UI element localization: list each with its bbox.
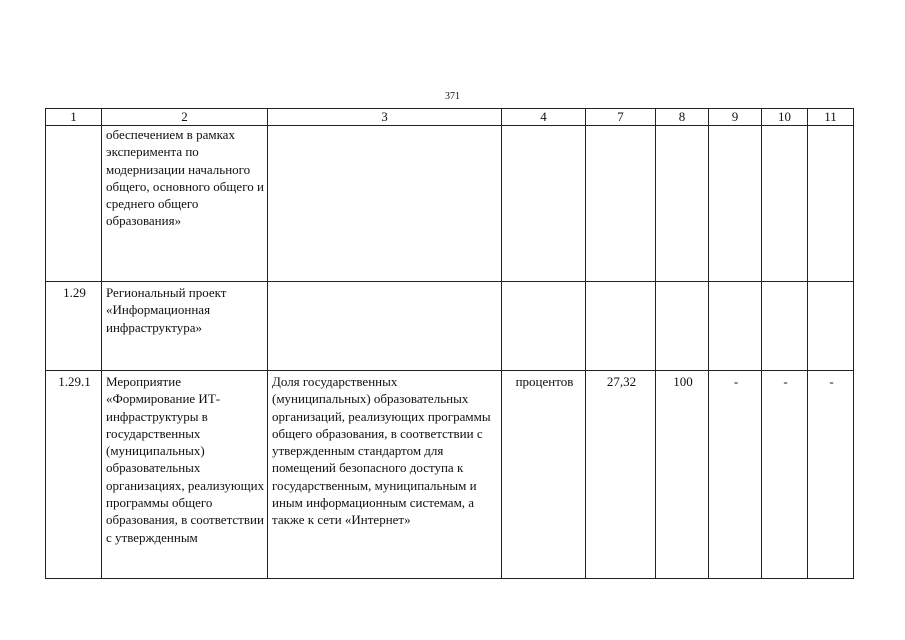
column-header: 9 (709, 109, 762, 126)
table-header-row (46, 109, 854, 126)
row-unit (502, 282, 586, 371)
row-number: 1.29 (46, 282, 102, 371)
row-indicator: Доля государственных (муниципальных) образовательных организаций, реализующих программы общего образования, в соответствии с утвержденным стандартом для помещений безопасного доступа к государственным, муниципальным и иным информационным системам, а также к сети «Интернет» (268, 371, 502, 579)
row-indicator (268, 282, 502, 371)
column-header: 7 (586, 109, 656, 126)
column-header: 4 (502, 109, 586, 126)
row-value-7 (586, 282, 656, 371)
column-header: 1 (46, 109, 102, 126)
row-value-11 (808, 126, 854, 282)
row-name: обеспечением в рамках эксперимента по модернизации начального общего, основного общего и среднего общего образования» (102, 126, 268, 282)
row-value-8: 100 (656, 371, 709, 579)
column-header: 3 (268, 109, 502, 126)
page-number: 371 (445, 91, 460, 102)
column-header: 8 (656, 109, 709, 126)
row-value-9: - (709, 371, 762, 579)
table-row (46, 126, 854, 282)
row-unit (502, 126, 586, 282)
table-row (46, 282, 854, 371)
row-value-11: - (808, 371, 854, 579)
row-indicator (268, 126, 502, 282)
row-value-9 (709, 126, 762, 282)
row-value-10 (762, 282, 808, 371)
row-value-10 (762, 126, 808, 282)
row-value-7: 27,32 (586, 371, 656, 579)
row-value-10: - (762, 371, 808, 579)
row-value-9 (709, 282, 762, 371)
column-header: 11 (808, 109, 854, 126)
row-number (46, 126, 102, 282)
row-value-8 (656, 282, 709, 371)
row-name: Региональный проект «Информационная инфраструктура» (102, 282, 268, 371)
column-header: 2 (102, 109, 268, 126)
row-value-8 (656, 126, 709, 282)
row-value-11 (808, 282, 854, 371)
row-name: Мероприятие «Формирование ИТ-инфраструктуры в государственных (муниципальных) образовательных организациях, реализующих программы общего образования, в соответствии с утвержденным (102, 371, 268, 579)
row-unit: процентов (502, 371, 586, 579)
column-header: 10 (762, 109, 808, 126)
row-number: 1.29.1 (46, 371, 102, 579)
row-value-7 (586, 126, 656, 282)
document-table (45, 108, 854, 579)
table-row (46, 371, 854, 579)
